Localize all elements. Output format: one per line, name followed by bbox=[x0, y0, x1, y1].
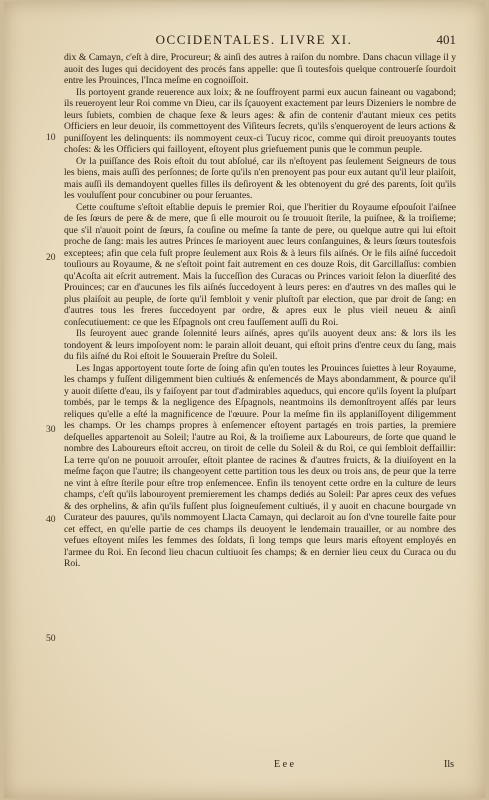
line-number-10: 10 bbox=[46, 132, 56, 143]
paragraph: dix & Camayn, c'eſt à dire, Procureur; & ainſi des autres à raiſon du nombre. Dans chacun village il y auoit des Iuges qui decidoyent des procés fans appelle: que ſi toutesfois quelque controuerſe ſourdoit entre les Prouinces, l'Inca meſme en cognoiſſoit. bbox=[64, 52, 456, 86]
paragraph: Or la puiſſance des Rois eſtoit du tout abſolué, car ils n'eſtoyent pas ſeulement Seigneurs de tous les biens, mais auſſi des perſonnes; de ſorte qu'ils n'en prenoyent pas pour eux autant qu'il leur plaiſoit, mais auſſi ils demandoyent quelles filles ils deſiroyent & les obtenoyent du gré des parents, ſoit qu'ils les vouluſſent pour concubiner ou pour ſeruantes. bbox=[64, 155, 456, 201]
book-page bbox=[4, 2, 485, 798]
running-title: OCCIDENTALES. LIVRE XI. bbox=[155, 32, 353, 47]
page-number: 401 bbox=[436, 32, 456, 47]
paragraph: Ils ſeuroyent auec grande ſolennité leurs aiſnés, apres qu'ils auoyent deux ans: & lors ils les tondoyent & leurs impoſoyent nom: le parain alloit deuant, qui eſtoit prins d'entre ceux du ſang, mais du fils aiſné du Roi eſtoit le Souuerain Preſtre du Soleil. bbox=[64, 328, 456, 362]
paragraph: Les Ingas apportoyent toute ſorte de ſoing afin qu'en toutes les Prouinces ſuiettes à leur Royaume, les champs y fuſſent diligemment bien cultiués & enſemencés de Mays abondamment, & pource qu'il y auoit diſette d'eau, ils y faiſoyent par tout d'admirables aqueducs, qui encore qu'ils ſoyent la pluſpart tombés, par le temps & la negligence des Eſpagnols, neantmoins ils demonſtroyent aſſés par leurs reliques qu'elle a eſté la magnificence de l'œuure. Pour la meſme fin ils applaniſſoyent diligemment les champs. Or les champs propres à enſemencer eſtoyent partagés en trois parties, la premiere deſquelles appartenoit au Soleil; l'autre au Roi, & la troiſieme aux Laboureurs, de ſorte que quand le nombre des Laboureurs eſtoit accreu, on tiroit de celle du Soleil & du Roi, ce qui ſembloit deffaillir: La terre qu'on ne pouuoit arrouſer, eſtoit plantee de racines & d'autres fruicts, & la diuiſoyent en la meſme façon que l'autre; ils changeoyent cette partition tous les deux ou trois ans, de peur que la terre ne vint à eſtre ſterile pour eſtre trop enſemencee. Enfin ils tenoyent cette ordre en la culture de leurs champs, c'eſt qu'ils labouroyent premierement les champs dediés au Soleil: Par apres ceux des vefues & des orphelins, & afin qu'ils fuſſent plus ſoigneuſement cultiués, il y auoit en chacune bourgade vn Curateur des pauures, qu'ils nommoyent Llacta Camayn, qui declaroit au ſon d'vne tourelle faite pour cet effect, en qu'elle partie de ces champs ils deuoyent le lendemain trauailler, or au nombre des vefues eſtoyent miſes les femmes des ſoldats, ſi long temps que leurs maris eſtoyent employés en l'armee du Roi. En ſecond lieu chacun cultiuoit ſes champs; & en dernier lieu ceux du Curaca ou du Roi. bbox=[64, 362, 456, 569]
signature-mark: E e e bbox=[274, 759, 294, 770]
body-text bbox=[64, 52, 456, 570]
line-number-30: 30 bbox=[46, 424, 56, 435]
catchword: Ils bbox=[444, 759, 454, 770]
line-number-20: 20 bbox=[46, 252, 56, 263]
paragraph: Ils portoyent grande reuerence aux loix; & ne ſouffroyent parmi eux aucun faineant ou vagabond; ils reueroyent leur Roi comme vn Dieu, car ils ſçauoyent exactement par leurs Dizeniers le nombre de leurs ſubiets, combien de chaque ſexe & leurs ages: & afin de contenir d'autant mieux ces petits Officiers en leur deuoir, ils commettoyent des Viſiteurs ſecrets, qu'ils s'enqueroyent de leurs actions & puniſſoyent les delinquents: ils nommoyent ceux-ci Tucuy ricoc, comme qui diroit preuoyants toutes choſes: & les Officiers qui failloyent, eſtoyent plus griefuement punis que le commun peuple. bbox=[64, 86, 456, 155]
line-number-50: 50 bbox=[46, 633, 56, 644]
line-number-40: 40 bbox=[46, 514, 56, 525]
page-header bbox=[64, 32, 456, 50]
paragraph: Cette couſtume s'eſtoit eſtablie depuis le premier Roi, que l'heritier du Royaume eſpouſoit l'aiſnee de ſes ſœurs de pere & de mere, que ſi elle mouroit ou ſe trouuoit ſterile, la puiſnee, & la troiſieme; que s'il n'auoit point de ſœurs, ſa couſine ou meſme ſa tante de pere, ou quelque autre qui lui eſtoit proche de ſang: mais les autres Princes ſe marioyent auec leurs conſanguines, & leurs ſœurs toutesfois exceptees; afin que cela fuſt propre ſeulement aux Rois & à leurs fils aiſnés. Or le fils aiſné ſuccedoit touſiours au Royaume, & ne s'eſtoit point fait autrement en ces douze Rois, dit Garcillaſſus: combien qu'Acoſta ait eſcrit autrement. Mais la ſucceſſion des Curacas ou Princes varioit ſelon la diuerſité des Prouinces; car en d'aucunes les fils aiſnés ſuccedoyent à leurs peres: en d'autres vn des maſles qui le plus plaiſoit au peuple, de ſorte qu'il ſembloit y venir pluſtoſt par election, que par droit de ſang: en d'autres tous les freres ſuccedoyent par ordre, & apres eux le plus vieil neueu & ainſi conſecutiuement: ce que les Eſpagnols ont creu fauſſement auſſi du Roi. bbox=[64, 201, 456, 328]
page-footer bbox=[64, 759, 456, 773]
